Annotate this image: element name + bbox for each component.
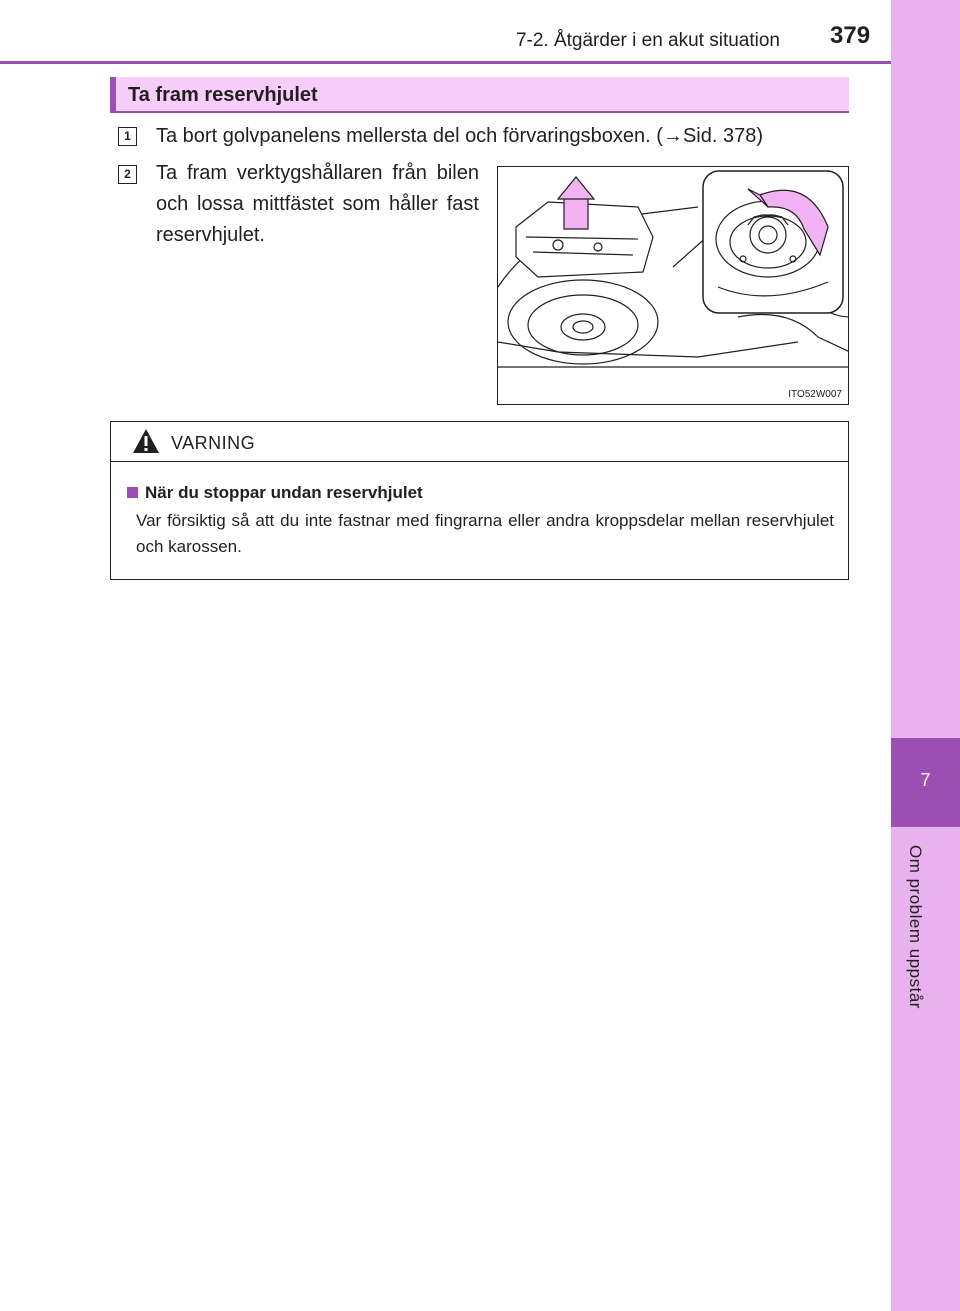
warning-box	[110, 421, 849, 580]
warning-subheading-text: När du stoppar undan reservhjulet	[145, 483, 423, 502]
chapter-sidebar	[891, 0, 960, 1311]
warning-triangle-icon	[131, 427, 161, 455]
header-section-title: 7-2. Åtgärder i en akut situation	[515, 30, 780, 51]
warning-title: VARNING	[171, 433, 256, 453]
warning-body: Var försiktig så att du inte fastnar med fingrarna eller andra kroppsdelar mellan reservhjulet och karossen.	[136, 511, 834, 556]
step-badge-1: 1	[118, 127, 137, 146]
warning-header	[111, 422, 848, 462]
section-heading-text: Ta fram reservhjulet	[128, 84, 318, 106]
warning-subheading	[127, 483, 423, 503]
step-text-2: Ta fram verktygshållaren från bilen och lossa mittfästet som håller fast reservhjulet.	[156, 162, 479, 246]
up-arrow-icon	[558, 177, 594, 229]
chapter-number: 7	[920, 770, 931, 790]
step-text-1: Ta bort golvpanelens mellersta del och förvaringsboxen. (→Sid. 378)	[156, 125, 763, 147]
section-heading	[110, 77, 849, 113]
header-rule	[0, 61, 891, 64]
chapter-title: Om problem uppstår	[906, 845, 925, 1009]
bullet-square-icon	[127, 487, 138, 498]
step-badge-2: 2	[118, 165, 137, 184]
spare-wheel-illustration	[497, 166, 849, 405]
page-number: 379	[830, 22, 871, 49]
trunk-illustration	[498, 167, 849, 405]
figure-code: ITO52W007	[788, 389, 842, 400]
